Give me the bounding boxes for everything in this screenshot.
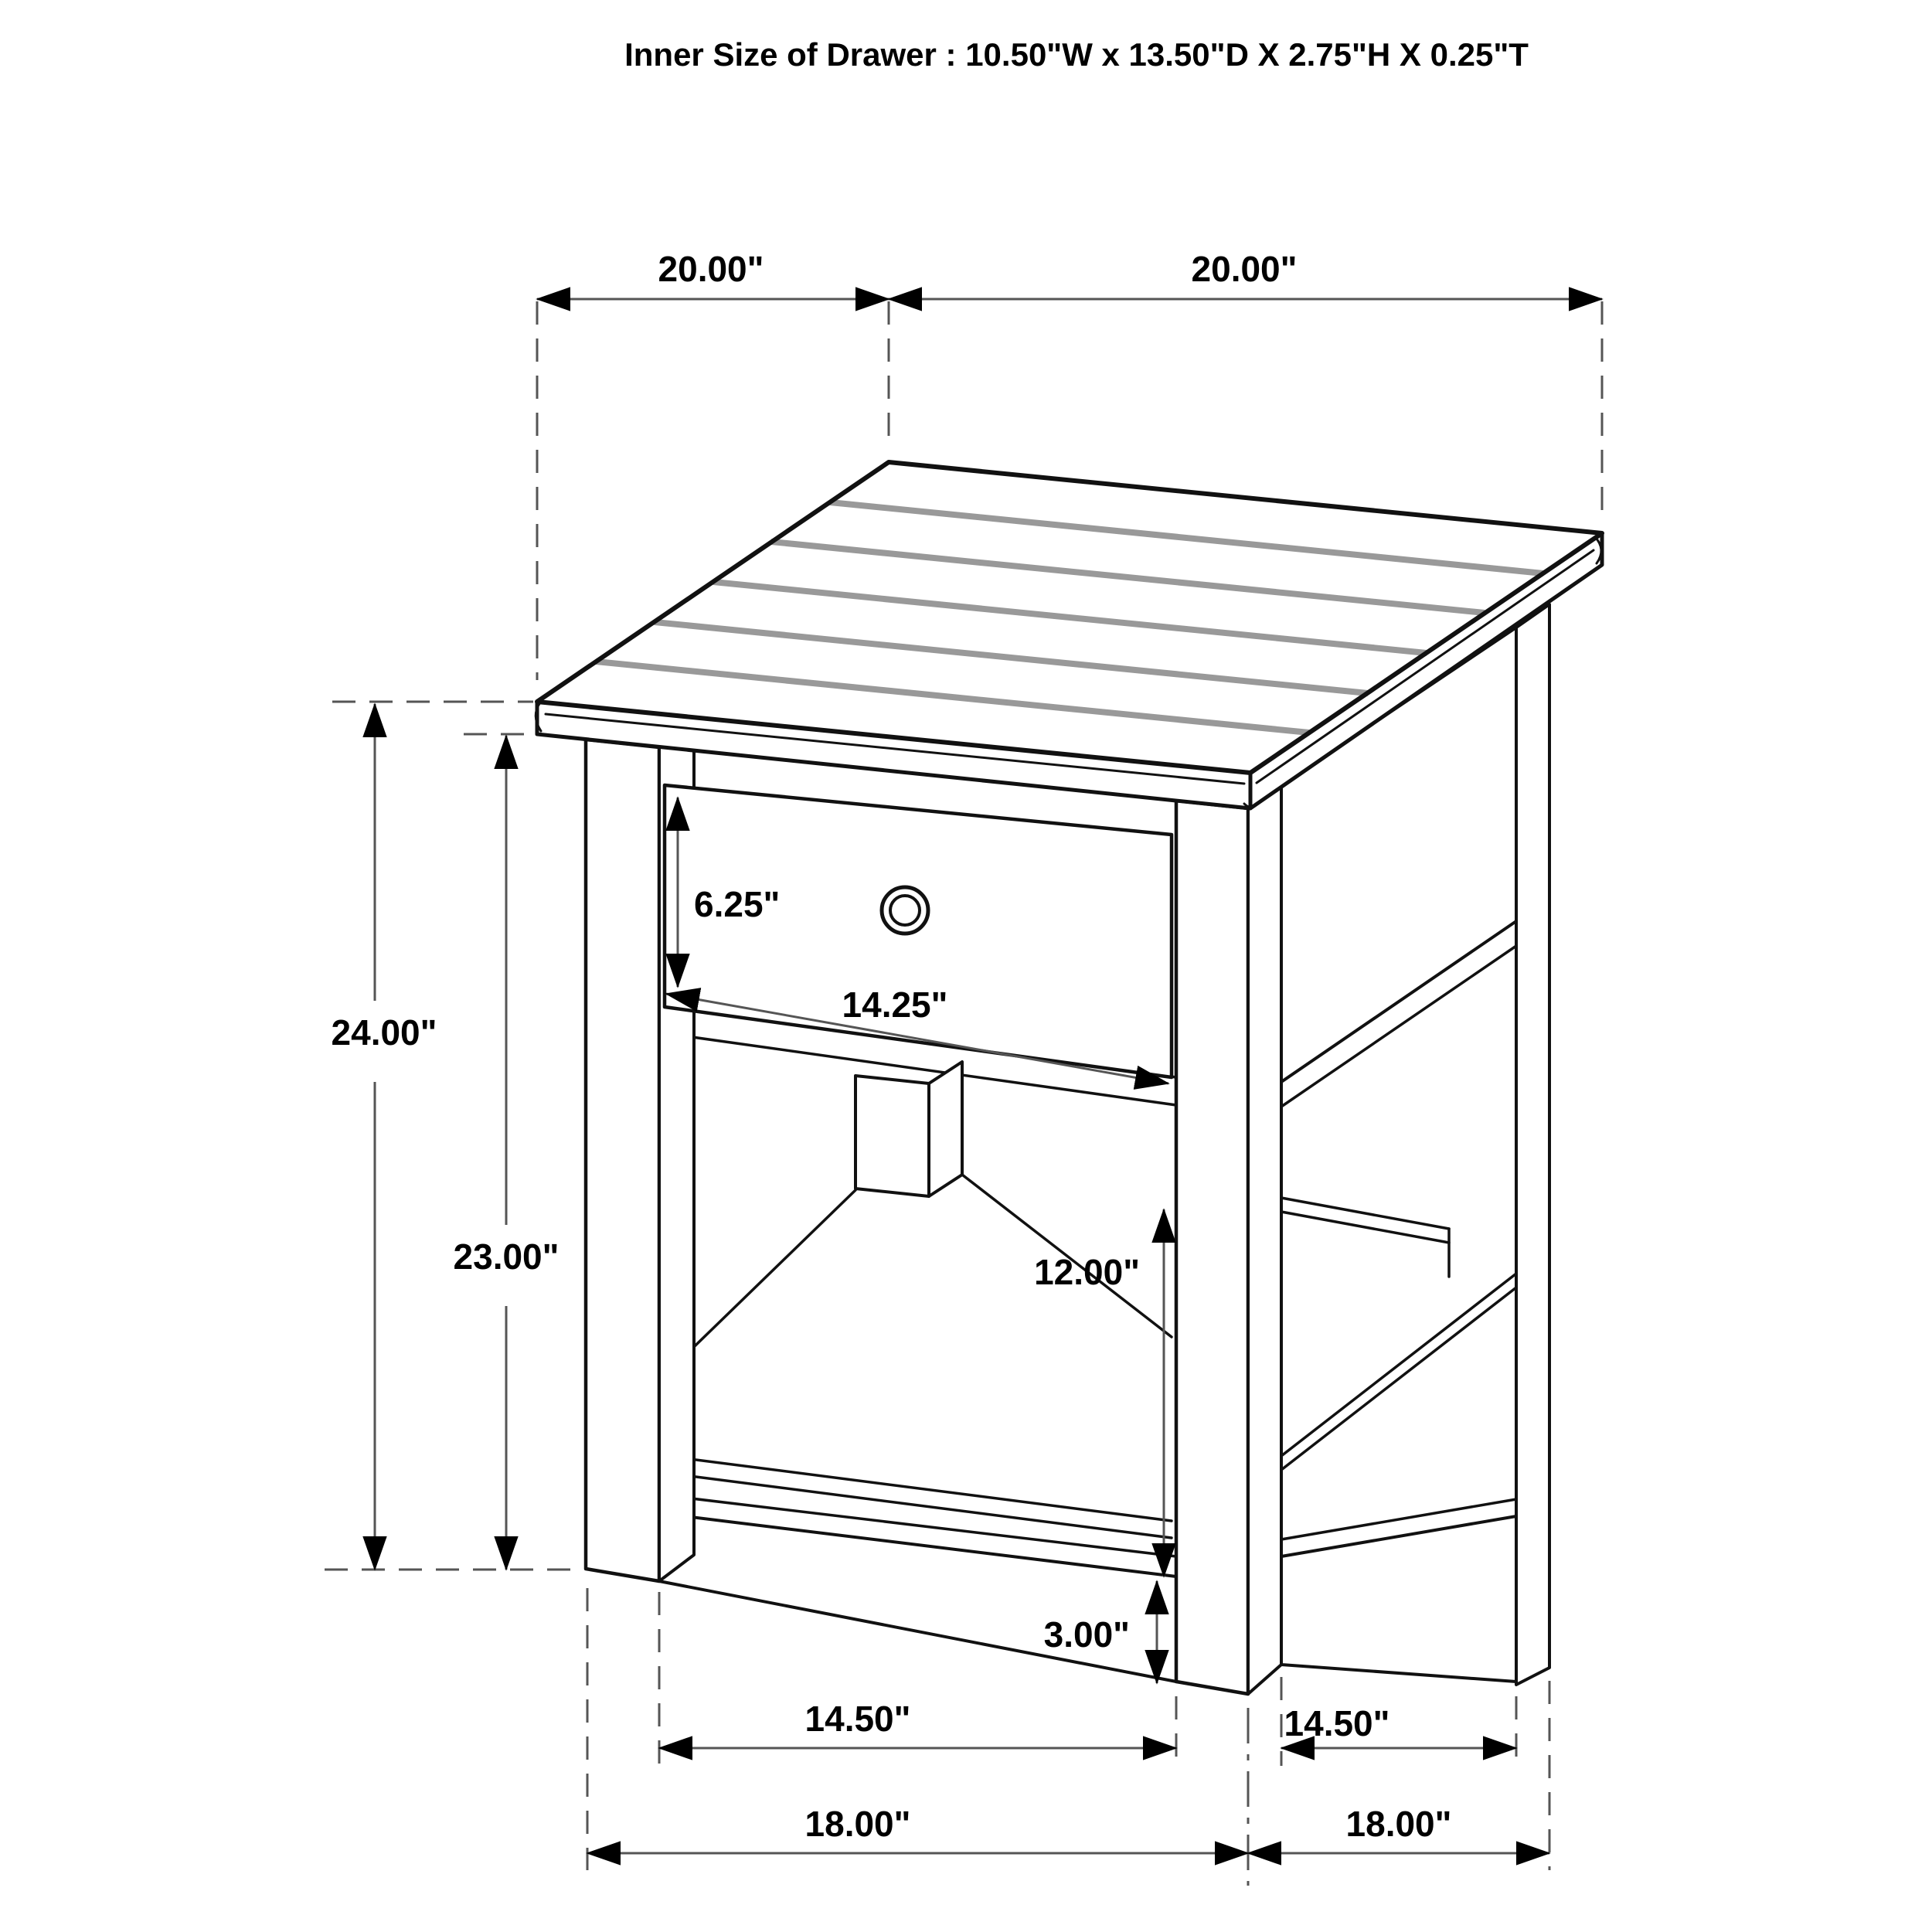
dim-label-front-inner-span: 14.50" bbox=[804, 1699, 911, 1739]
side-shelf-edges bbox=[1281, 1198, 1516, 1470]
side-bottom-rail bbox=[1281, 1516, 1516, 1682]
dim-label-front-outer-width: 18.00" bbox=[804, 1804, 911, 1844]
center-post-front bbox=[855, 1076, 929, 1196]
front-right-leg-side bbox=[1248, 785, 1281, 1694]
dim-label-overall-height: 24.00" bbox=[331, 1012, 437, 1053]
dim-label-top-depth: 20.00" bbox=[658, 249, 764, 289]
front-left-leg-front bbox=[586, 740, 659, 1581]
rear-right-leg bbox=[1516, 604, 1549, 1685]
end-table-drawing bbox=[536, 462, 1602, 1694]
dim-label-shelf-clearance: 12.00" bbox=[1034, 1252, 1140, 1292]
dim-label-leg-height: 23.00" bbox=[453, 1236, 560, 1277]
center-post-side bbox=[929, 1062, 962, 1196]
front-bottom-rail bbox=[659, 1513, 1176, 1682]
shelf-front-edge-top bbox=[666, 1456, 1172, 1521]
side-shelf-right-edge-bottom bbox=[1281, 1287, 1516, 1470]
dim-label-drawer-width: 14.25" bbox=[842, 985, 948, 1025]
dim-label-base-rail-height: 3.00" bbox=[1043, 1614, 1130, 1655]
side-shelf-back-edge-top bbox=[1281, 1198, 1449, 1229]
diagram-title: Inner Size of Drawer : 10.50"W x 13.50"D X 2.75"H X 0.25"T bbox=[624, 36, 1529, 73]
dim-label-drawer-height: 6.25" bbox=[694, 884, 781, 924]
dim-label-side-outer-depth: 18.00" bbox=[1345, 1804, 1452, 1844]
side-shelf-right-edge-top bbox=[1281, 1274, 1516, 1456]
side-shelf-back-edge-bottom bbox=[1281, 1212, 1449, 1243]
front-right-leg-front bbox=[1176, 801, 1248, 1694]
dim-label-side-inner-span: 14.50" bbox=[1284, 1703, 1390, 1743]
dim-label-top-width: 20.00" bbox=[1191, 249, 1298, 289]
shelf-left-diagonal-edge bbox=[674, 1190, 855, 1366]
